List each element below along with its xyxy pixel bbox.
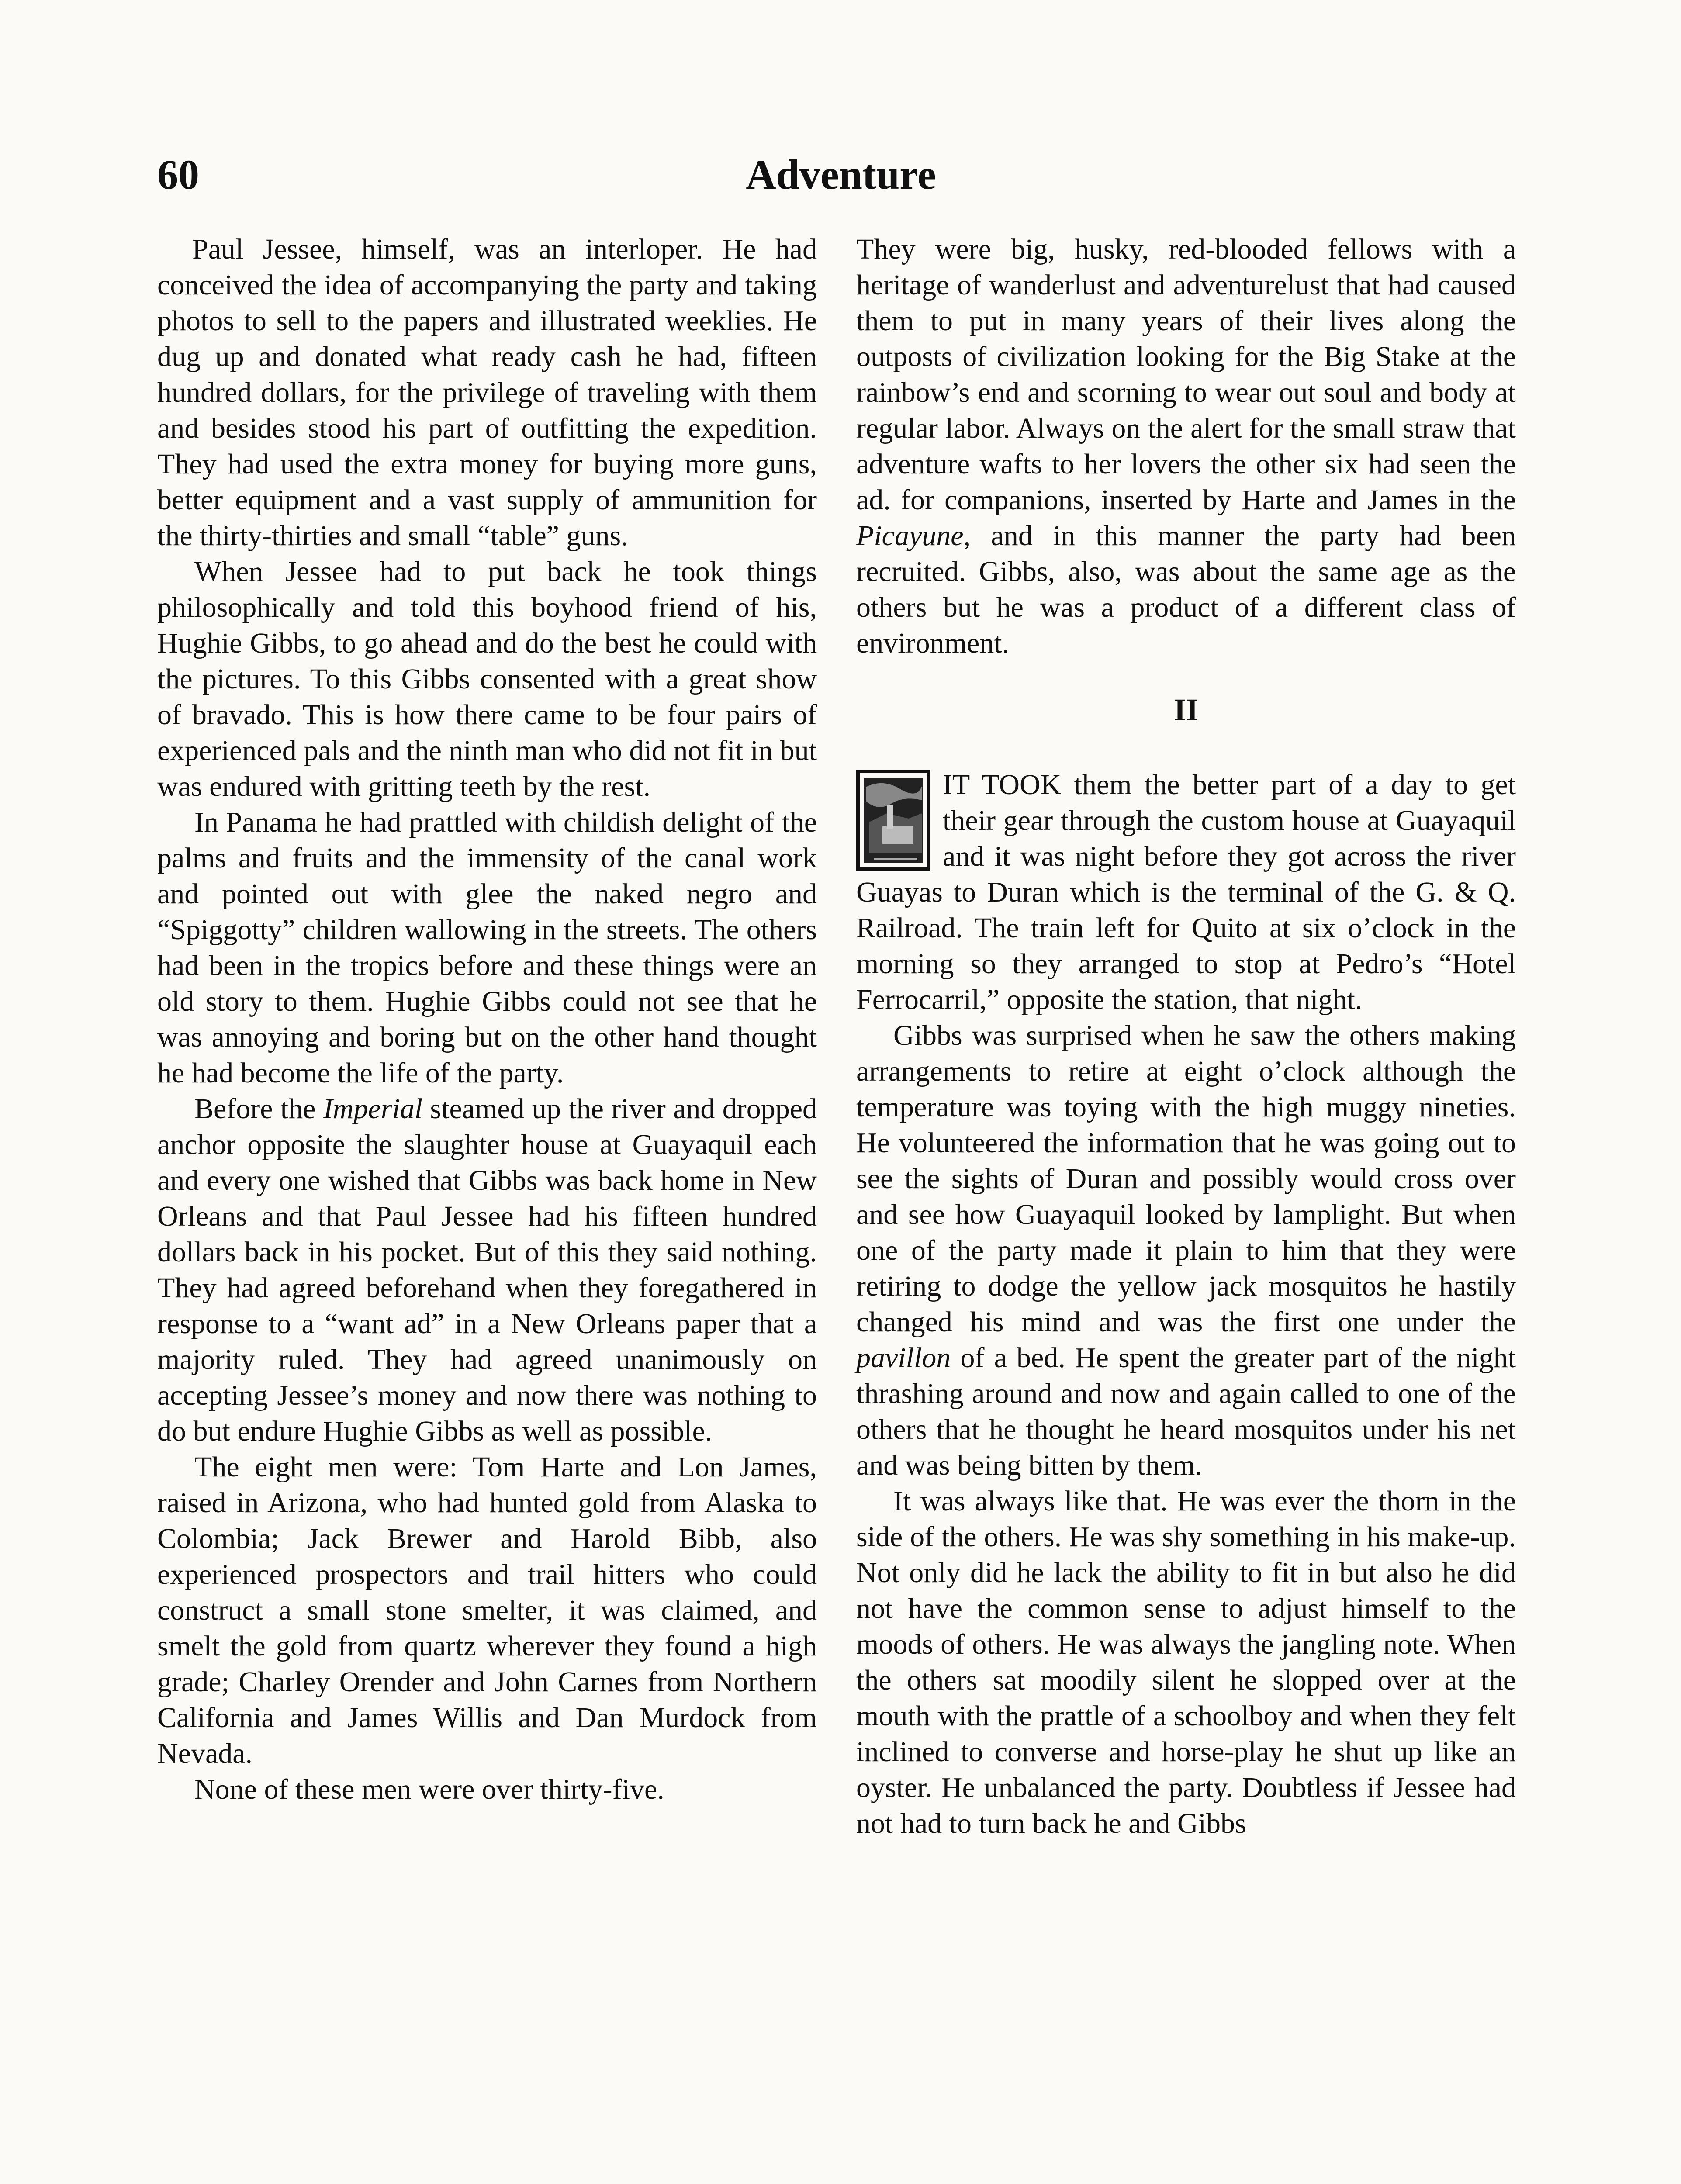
italic-ship-name: Imperial [323,1093,423,1125]
text-run: Before the [194,1093,323,1125]
paragraph: The eight men were: Tom Harte and Lon James, raised in Arizona, who had hunted gold from Alaska to Colombia; Jack Brewer and Harold Bibb, also experienced prospectors and trail hitters who could construct a small stone smelter, it was claimed, and smelt the gold from quartz wherever they found a high grade; Charley Orender and John Carnes from Northern California and James Willis and Dan Murdock from Nevada. [157,1451,817,1769]
page-title: Adventure [746,151,936,198]
paragraph: When Jessee had to put back he took things philosophically and told this boyhood friend of his, Hughie Gibbs, to go ahead and do the best he could with the pictures. To this Gibbs consented with a great show of bravado. This is how there came to be four pairs of experienced pals and the ninth man who did not fit in but was endured with gritting teeth by the rest. [157,556,817,802]
paragraph: It was always like that. He was ever the thorn in the side of the others. He was shy something in his make-up. Not only did he lack the ability to fit in but also he did not have the common sense to adjust himself to the moods of others. He was always the jangling note. When the others sat moodily silent he slopped over at the mouth with the prattle of a schoolboy and when they felt inclined to converse and horse-play he shut up like an oyster. He unbalanced the party. Doubtless if Jessee had not had to turn back he and Gibbs [856,1485,1516,1839]
paragraph: In Panama he had prattled with childish delight of the palms and fruits and the immensity of the canal work and pointed out with glee the naked negro and “Spiggotty” children wallowing in the streets. The others had been in the tropics before and these things were an old story to them. Hughie Gibbs could not see that he was annoying and boring but on the other hand thought he had become the life of the party. [157,806,817,1089]
right-column [856,232,1516,1842]
text-run: They were big, husky, red-blooded fellows with a heritage of wanderlust and adventurelust that had caused them to put in many years of their lives along the outposts of civilization looking for the Big Stake at the rainbow’s end and scorning to wear out soul and body at regular labor. Always on the alert for the small straw that adventure wafts to her lovers the other six had seen the ad. for companions, inserted by Harte and James in the [856,233,1516,516]
paragraph: Paul Jessee, himself, was an interloper. He had conceived the idea of accompanying the party and taking photos to sell to the papers and illustrated weeklies. He dug up and donated what ready cash he had, fifteen hundred dollars, for the privilege of traveling with them and besides stood his part of outfitting the expedition. They had used the extra money for buying more guns, better equipment and a vast supply of ammunition for the thirty-thirties and small “table” guns. [157,233,817,552]
paragraph: IT TOOK them the better part of a day to get their gear through the custom house at Guayaquil and it was night before they got across the river Guayas to Duran which is the terminal of the G. & Q. Railroad. The train left for Quito at six o’clock in the morning so they arranged to stop at Pedro’s “Hotel Ferrocarril,” opposite the station, that night. [856,769,1516,1016]
paragraph [856,232,1516,661]
page-number: 60 [157,151,199,198]
italic-newspaper-name: Picayune [856,520,964,552]
left-column [157,232,817,1807]
text-run: steamed up the river and dropped anchor opposite the slaughter house at Guayaquil each and every one wished that Gibbs was back home in New Orleans and that Paul Jessee had his fifteen hundred dollars back in his pocket. But of this they said nothing. They had agreed beforehand when they foregathered in response to a “want ad” in a New Orleans paper that a majority ruled. They had agreed unanimously on accepting Jessee’s money and now there was nothing to do but endure Hughie Gibbs as well as possible. [157,1093,817,1447]
paragraph: None of these men were over thirty-five. [194,1773,664,1805]
section-heading: II [1173,692,1199,727]
dropcap-illustration-icon [856,770,930,871]
text-run: , and in this manner the party had been recruited. Gibbs, also, was about the same age as the others but he was a product of a different class of environment. [856,520,1516,659]
chapter-opening [856,767,1516,1018]
italic-word: pavillon [856,1342,951,1374]
text-run: Gibbs was surprised when he saw the others making arrangements to retire at eight o’clock although the temperature was toying with the high muggy nineties. He volunteered the information that he was going out to see the sights of Duran and possibly would cross over and see how Guayaquil looked by lamplight. But when one of the party made it plain to him that they were retiring to dodge the yellow jack mosquitos he hastily changed his mind and was the first one under the [856,1019,1516,1338]
page-header [157,144,1525,205]
paragraph [157,1091,817,1449]
paragraph [856,1018,1516,1483]
text-run: of a bed. He spent the greater part of the night thrashing around and now and again called to one of the others that he thought he heard mosquitos under his net and was being bitten by them. [856,1342,1516,1481]
